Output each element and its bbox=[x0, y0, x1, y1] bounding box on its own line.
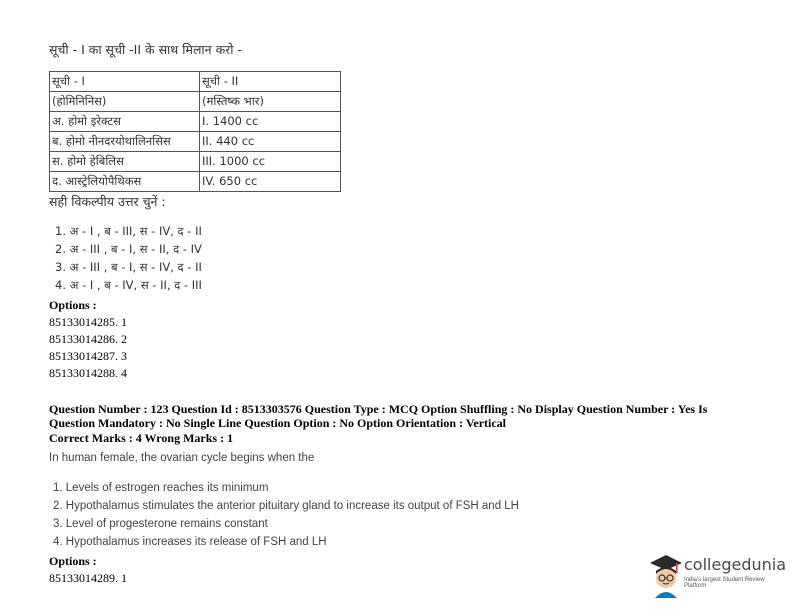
match-cell-list-2: IV. 650 cc bbox=[200, 172, 341, 192]
hindi-choice-1: 1. अ - I , ब - III, स - IV, द - II bbox=[55, 224, 202, 238]
english-choice-1: 1. Levels of estrogen reaches its minimum bbox=[53, 482, 269, 494]
match-table-row bbox=[50, 112, 341, 132]
option-id-5: 85133014289. 1 bbox=[49, 571, 127, 585]
logo-wordmark: collegedunia bbox=[684, 555, 787, 574]
match-table-row bbox=[50, 72, 341, 92]
marks-line: Correct Marks : 4 Wrong Marks : 1 bbox=[49, 431, 234, 445]
match-cell-list-2: II. 440 cc bbox=[200, 132, 341, 152]
match-instruction: सूची - I का सूची -II के साथ मिलान करो - bbox=[49, 42, 243, 57]
match-table-row bbox=[50, 172, 341, 192]
english-choice-3: 3. Level of progesterone remains constant bbox=[53, 518, 268, 530]
options-label-2: Options : bbox=[49, 554, 97, 568]
match-cell-list-2: I. 1400 cc bbox=[200, 112, 341, 132]
match-cell-list-1: द. आस्ट्रेलियोपैथिकस bbox=[50, 172, 200, 192]
match-cell-list-1: (होमिनिनिस) bbox=[50, 92, 200, 112]
match-table-row bbox=[50, 92, 341, 112]
english-choice-4: 4. Hypothalamus increases its release of FSH and LH bbox=[53, 536, 327, 548]
english-choice-2: 2. Hypothalamus stimulates the anterior pituitary gland to increase its output of FSH and LH bbox=[53, 500, 519, 512]
option-id-1: 85133014285. 1 bbox=[49, 315, 127, 329]
question-stem: In human female, the ovarian cycle begins when the bbox=[49, 452, 315, 464]
option-id-4: 85133014288. 4 bbox=[49, 366, 127, 380]
match-table bbox=[49, 71, 341, 192]
hindi-choice-2: 2. अ - III , ब - I, स - II, द - IV bbox=[55, 242, 202, 256]
logo-tagline: India's largest Student Review Platform bbox=[684, 577, 765, 589]
hindi-choice-3: 3. अ - III , ब - I, स - IV, द - II bbox=[55, 260, 202, 274]
choose-instruction: सही विकल्पीय उत्तर चुनें : bbox=[49, 194, 166, 209]
collegedunia-logo bbox=[648, 549, 788, 605]
match-cell-list-2: सूची - II bbox=[200, 72, 341, 92]
match-table-row bbox=[50, 132, 341, 152]
match-cell-list-2: III. 1000 cc bbox=[200, 152, 341, 172]
option-id-2: 85133014286. 2 bbox=[49, 332, 127, 346]
match-cell-list-1: स. होमो हेबिलिस bbox=[50, 152, 200, 172]
question-meta-line-1: Question Number : 123 Question Id : 8513303576 Question Type : MCQ Option Shuffling : No Display Question Number : Yes Is bbox=[49, 402, 708, 416]
option-id-3: 85133014287. 3 bbox=[49, 349, 127, 363]
graduate-mascot-icon bbox=[648, 551, 684, 599]
match-cell-list-2: (मस्तिष्क भार) bbox=[200, 92, 341, 112]
match-cell-list-1: अ. होमो इरेक्टस bbox=[50, 112, 200, 132]
match-cell-list-1: ब. होमो नीनदरयोथालिनसिस bbox=[50, 132, 200, 152]
match-table-row bbox=[50, 152, 341, 172]
match-cell-list-1: सूची - I bbox=[50, 72, 200, 92]
options-label: Options : bbox=[49, 298, 97, 312]
hindi-choice-4: 4. अ - I , ब - IV, स - II, द - III bbox=[55, 278, 202, 292]
question-meta-line-2: Question Mandatory : No Single Line Question Option : No Option Orientation : Vertical bbox=[49, 416, 507, 430]
